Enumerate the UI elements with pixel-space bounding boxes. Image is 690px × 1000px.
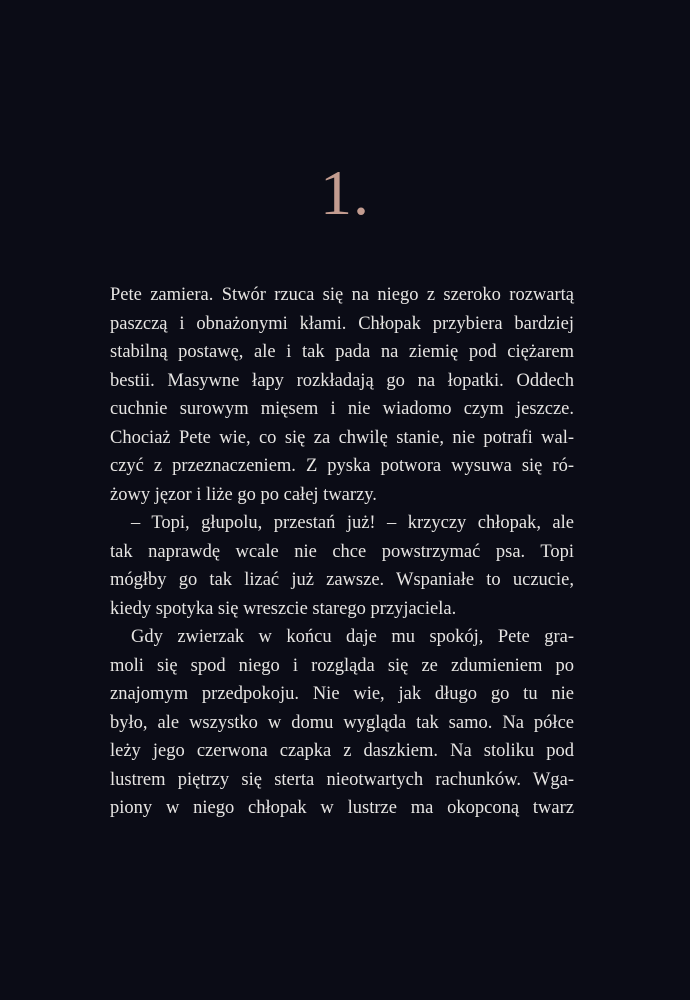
text-line: moli się spod niego i rozgląda się ze zdumieniem po [110,655,574,676]
text-line: było, ale wszystko w domu wygląda tak samo. Na półce [110,712,574,733]
text-line: cuchnie surowym mięsem i nie wiadomo czym jeszcze. [110,399,574,419]
text-line: Chociaż Pete wie, co się za chwilę stanie, nie potrafi wal- [110,427,574,448]
chapter-number: 1. [320,157,370,228]
text-line: tak naprawdę wcale nie chce powstrzymać psa. Topi [110,541,574,562]
text-line: czyć z przeznaczeniem. Z pyska potwora wysuwa się ró- [110,456,574,476]
text-line: mógłby go tak lizać już zawsze. Wspaniałe to uczucie, [110,570,574,590]
text-line: Pete zamiera. Stwór rzuca się na niego z szeroko rozwartą [110,285,574,305]
chapter-text [110,281,574,823]
text-line: bestii. Masywne łapy rozkładają go na łopatki. Oddech [110,370,574,391]
text-line: żowy jęzor i liże go po całej twarzy. [110,484,377,505]
text-line: leży jego czerwona czapka z daszkiem. Na stoliku pod [110,741,574,761]
text-line: stabilną postawę, ale i tak pada na ziemię pod ciężarem [110,342,574,362]
text-line: lustrem piętrzy się sterta nieotwartych rachunków. Wga- [110,769,574,790]
text-line: – Topi, głupolu, przestań już! – krzyczy chłopak, ale [131,513,574,533]
text-line: Gdy zwierzak w końcu daje mu spokój, Pete gra- [131,627,574,647]
text-line: paszczą i obnażonymi kłami. Chłopak przybiera bardziej [110,313,574,334]
text-line: znajomym przedpokoju. Nie wie, jak długo go tu nie [110,684,574,704]
text-line: piony w niego chłopak w lustrze ma okopconą twarz [110,798,574,818]
text-line: kiedy spotyka się wreszcie starego przyjaciela. [110,598,457,619]
